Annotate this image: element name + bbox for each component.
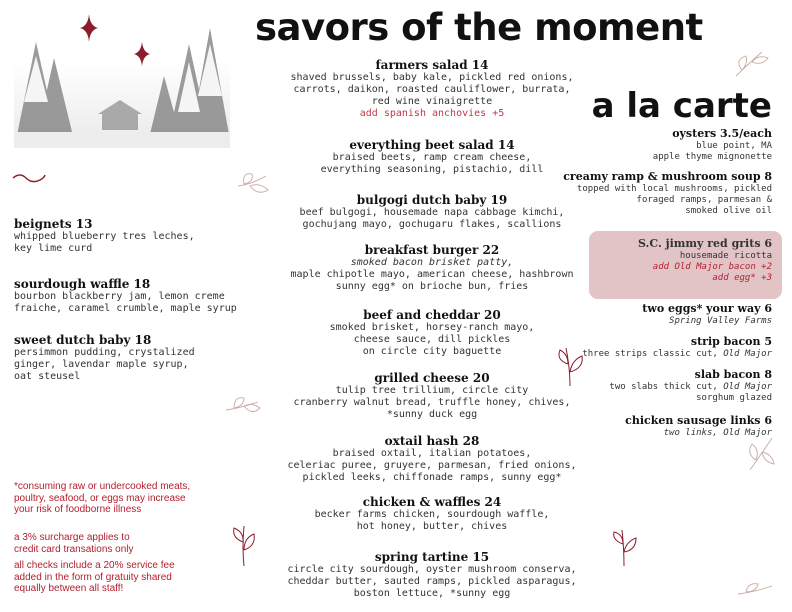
right-item-slab-bacon <box>542 368 772 404</box>
desc-plain: three strips classic cut, <box>582 349 724 359</box>
item-desc: red wine vinaigrette <box>371 96 493 107</box>
item-desc: smoked brisket, horsey-ranch mayo, <box>329 322 535 333</box>
desc-italic: Old Major <box>723 349 772 359</box>
item-desc: braised oxtail, italian potatoes, <box>332 448 532 459</box>
note-line: your risk of foodborne illness <box>14 504 142 515</box>
item-name: farmers salad 14 <box>375 58 489 72</box>
item-desc: circle city sourdough, oyster mushroom conserva, <box>287 564 577 575</box>
item-name: everything beet salad 14 <box>349 138 515 152</box>
leaf-doodle-icon <box>224 390 264 418</box>
item-desc: maple chipotle mayo, american cheese, hashbrown <box>290 269 574 280</box>
item-desc: everything seasoning, pistachio, dill <box>320 164 544 175</box>
item-desc: oat steusel <box>14 371 81 382</box>
item-name: S.C. jimmy red grits 6 <box>638 237 772 250</box>
item-name: chicken sausage links 6 <box>625 414 772 427</box>
right-item-soup <box>562 170 772 217</box>
item-desc: cheese sauce, dill pickles <box>353 334 511 345</box>
item-desc: Spring Valley Farms <box>669 316 772 326</box>
right-item-oysters <box>542 127 772 163</box>
sparkle-star-icon <box>134 41 150 67</box>
item-desc: foraged ramps, parmesan & <box>636 195 772 205</box>
item-desc: gochujang mayo, gochugaru flakes, scallions <box>302 219 562 230</box>
item-name: beignets 13 <box>14 217 93 231</box>
item-desc: topped with local mushrooms, pickled <box>576 184 772 194</box>
leaf-doodle-icon <box>230 524 258 568</box>
item-desc <box>542 382 772 393</box>
center-item-farmers-salad <box>262 58 602 120</box>
item-desc: sunny egg* on brioche bun, fries <box>335 281 529 292</box>
surcharge-note <box>14 532 234 555</box>
item-desc: tulip tree trillium, circle city <box>335 385 529 396</box>
item-desc: sorghum glazed <box>696 393 772 403</box>
page-title: savors of the moment <box>255 6 703 49</box>
item-desc: blue point, MA <box>696 141 772 151</box>
item-add-on: add spanish anchovies +5 <box>359 108 505 119</box>
note-line: credit card transations only <box>14 543 134 555</box>
item-desc: pickled leeks, chiffonade ramps, sunny egg* <box>302 472 562 483</box>
item-desc: becker farms chicken, sourdough waffle, <box>314 509 550 520</box>
item-name: bulgogi dutch baby 19 <box>356 193 508 207</box>
right-item-eggs <box>542 302 772 327</box>
note-line: *consuming raw or undercooked meats, <box>14 481 191 492</box>
squiggle-icon <box>12 172 46 186</box>
item-name: slab bacon 8 <box>694 368 772 381</box>
item-desc: on circle city baguette <box>362 346 502 357</box>
item-desc: ginger, lavendar maple syrup, <box>14 359 189 370</box>
right-item-sausage <box>542 414 772 439</box>
item-name: breakfast burger 22 <box>364 243 500 257</box>
item-desc: cheddar butter, sauted ramps, pickled asparagus, <box>287 576 577 587</box>
leaf-doodle-icon <box>736 580 776 604</box>
note-line: a 3% surcharge applies to <box>14 532 130 543</box>
center-item-spring-tartine <box>262 550 602 600</box>
item-name: sourdough waffle 18 <box>14 277 151 291</box>
item-name: chicken & waffles 24 <box>362 495 502 509</box>
item-desc: cranberry walnut bread, truffle honey, chives, <box>293 397 571 408</box>
item-name: strip bacon 5 <box>690 335 772 348</box>
item-name: two eggs* your way 6 <box>642 302 772 315</box>
item-desc: beef bulgogi, housemade napa cabbage kimchi, <box>299 207 565 218</box>
item-desc: persimmon pudding, crystalized <box>14 347 195 358</box>
item-desc: fraiche, caramel crumble, maple syrup <box>14 303 237 314</box>
item-name: oxtail hash 28 <box>384 434 480 448</box>
item-name: grilled cheese 20 <box>374 371 490 385</box>
raw-food-warning <box>14 481 234 516</box>
note-line: all checks include a 20% service fee <box>14 560 175 571</box>
center-item-chicken-and-waffles <box>262 495 602 533</box>
item-desc: smoked olive oil <box>685 206 772 216</box>
service-fee-note <box>14 560 234 595</box>
sparkle-star-icon <box>80 14 98 42</box>
item-desc: whipped blueberry tres leches, <box>14 231 195 242</box>
item-name: creamy ramp & mushroom soup 8 <box>563 170 772 183</box>
item-name: beef and cheddar 20 <box>363 308 501 322</box>
item-desc: bourbon blackberry jam, lemon creme <box>14 291 225 302</box>
right-item-grits <box>542 237 772 284</box>
left-item-beignets <box>14 217 244 255</box>
left-item-sourdough-waffle <box>14 277 244 315</box>
center-item-bulgogi-dutch-baby <box>262 193 602 231</box>
leaf-doodle-icon <box>610 528 640 568</box>
note-line: added in the form of gratuity shared <box>14 571 172 583</box>
item-desc: braised beets, ramp cream cheese, <box>332 152 532 163</box>
leaf-doodle-icon <box>732 48 772 80</box>
note-line: poultry, seafood, or eggs may increase <box>14 492 186 504</box>
desc-italic: Old Major <box>723 382 772 392</box>
note-line: equally between all staff! <box>14 583 124 594</box>
item-name: oysters 3.5/each <box>672 127 772 140</box>
leaf-doodle-icon <box>744 436 776 472</box>
item-desc: carrots, daikon, roasted cauliflower, burrata, <box>293 84 571 95</box>
center-item-oxtail-hash <box>262 434 602 484</box>
section-title-a-la-carte: a la carte <box>591 86 772 126</box>
item-desc: celeriac puree, gruyere, parmesan, fried onions, <box>287 460 577 471</box>
desc-plain: two slabs thick cut, <box>609 382 724 392</box>
item-desc: smoked bacon brisket patty, <box>350 257 514 268</box>
item-desc: two links, Old Major <box>663 428 772 438</box>
item-desc: housemade ricotta <box>679 251 772 261</box>
item-desc: boston lettuce, *sunny egg <box>353 588 511 599</box>
item-desc: hot honey, butter, chives <box>356 521 508 532</box>
item-name: sweet dutch baby 18 <box>14 333 152 347</box>
right-item-strip-bacon <box>572 335 772 360</box>
item-desc: key lime curd <box>14 243 93 254</box>
item-desc <box>572 349 772 360</box>
left-item-sweet-dutch-baby <box>14 333 244 383</box>
item-name: spring tartine 15 <box>374 550 490 564</box>
item-desc: apple thyme mignonette <box>652 152 772 162</box>
item-add-on: add egg* +3 <box>712 273 772 283</box>
item-desc: *sunny duck egg <box>386 409 478 420</box>
item-desc: shaved brussels, baby kale, pickled red onions, <box>290 72 574 83</box>
winter-forest-illustration <box>14 22 230 148</box>
item-add-on: add Old Major bacon +2 <box>652 262 772 272</box>
